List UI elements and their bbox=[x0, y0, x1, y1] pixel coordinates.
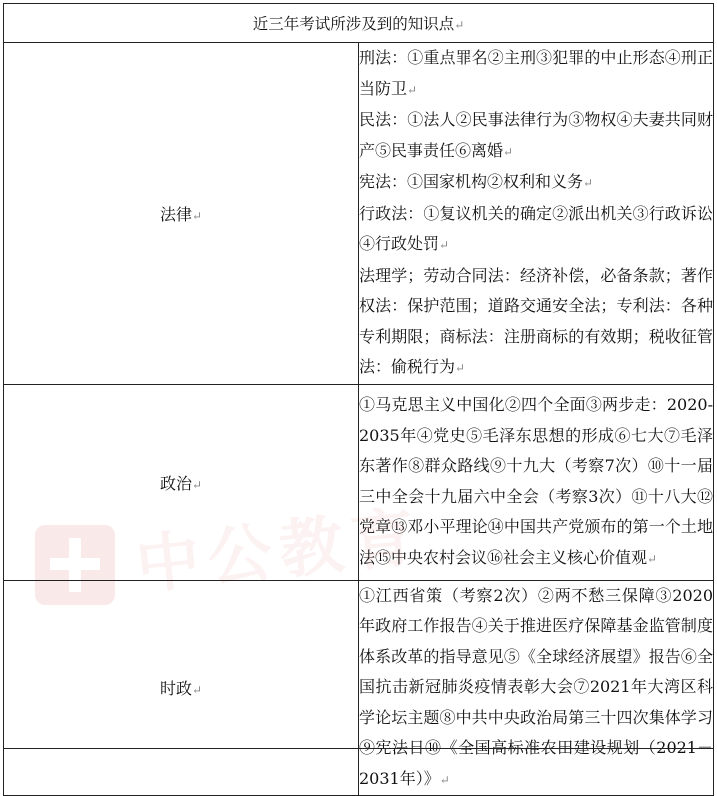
category-cell-law bbox=[4, 43, 359, 385]
paragraph-mark: ↵ bbox=[503, 144, 514, 159]
content-cell-current-affairs bbox=[359, 580, 714, 796]
content-line bbox=[359, 167, 713, 199]
table-title: 近三年考试所涉及到的知识点 bbox=[252, 15, 455, 33]
category-cell-politics bbox=[4, 384, 359, 580]
content-line bbox=[359, 390, 713, 574]
content-line bbox=[359, 199, 713, 261]
table-title-cell bbox=[4, 4, 714, 43]
content-line bbox=[359, 581, 713, 796]
content-line bbox=[359, 43, 713, 105]
paragraph-mark: ↵ bbox=[191, 477, 203, 492]
paragraph-mark: ↵ bbox=[455, 361, 466, 375]
content-cell-politics bbox=[359, 384, 714, 580]
content-line bbox=[359, 105, 713, 167]
content-text: ①江西省策（考察2次）②两不愁三保障③2020年政府工作报告④关于推进医疗保障基金监管制度体系改革的指导意见⑤《全球经济展望》报告⑥全国抗击新冠肺炎疫情表彰大会⑦2021年大湾区科学论坛主题⑧中共中央政治局第三十四次集体学习⑨宪法日⑩《全国高标准农田建设规划（2021－2031年）》 bbox=[359, 585, 713, 788]
paragraph-mark: ↵ bbox=[439, 238, 450, 252]
table-row bbox=[4, 384, 714, 580]
watermark-logo-text: 中公教育 bbox=[132, 500, 427, 604]
paragraph-mark: ↵ bbox=[647, 551, 658, 566]
paragraph-mark: ↵ bbox=[407, 82, 418, 97]
content-line bbox=[359, 261, 713, 384]
paragraph-mark: ↵ bbox=[454, 18, 465, 32]
knowledge-points-table bbox=[3, 3, 714, 796]
content-text: 民法：①法人②民事法律行为③物权④夫妻共同财产⑤民事责任⑥离婚 bbox=[359, 110, 713, 160]
category-label: 法律 bbox=[159, 204, 192, 224]
table-row bbox=[4, 580, 714, 796]
content-text: 宪法：①国家机构②权利和义务 bbox=[359, 172, 584, 191]
content-text: 法理学；劳动合同法：经济补偿，必备条款；著作权法：保护范围；道路交通安全法；专利法：各种专利期限；商标法：注册商标的有效期；税收征管法：偷税行为 bbox=[359, 265, 713, 376]
table-header-row bbox=[4, 4, 714, 43]
category-label: 时政 bbox=[159, 679, 192, 699]
category-label: 政治 bbox=[159, 473, 192, 493]
table-row bbox=[4, 43, 714, 385]
paragraph-mark: ↵ bbox=[439, 772, 450, 787]
content-text: ①马克思主义中国化②四个全面③两步走：2020-2035年④党史⑤毛泽东思想的形成⑥七大⑦毛泽东著作⑧群众路线⑨十九大（考察7次）⑩十一届三中全会十九届六中全会（考察3次）⑪十八大⑫党章⑬邓小平理论⑭中国共产党颁布的第一个土地法⑮中央农村会议⑯社会主义核心价值观 bbox=[359, 395, 713, 567]
next-row-edge bbox=[3, 748, 714, 753]
content-text: 刑法：①重点罪名②主刑③犯罪的中止形态④刑正当防卫 bbox=[359, 48, 713, 98]
content-text: 行政法：①复议机关的确定②派出机关③行政诉讼④行政处罚 bbox=[359, 203, 713, 253]
content-cell-law bbox=[359, 43, 714, 385]
category-cell-current-affairs bbox=[4, 580, 359, 796]
paragraph-mark: ↵ bbox=[191, 683, 203, 698]
paragraph-mark: ↵ bbox=[191, 208, 203, 223]
paragraph-mark: ↵ bbox=[583, 176, 594, 190]
